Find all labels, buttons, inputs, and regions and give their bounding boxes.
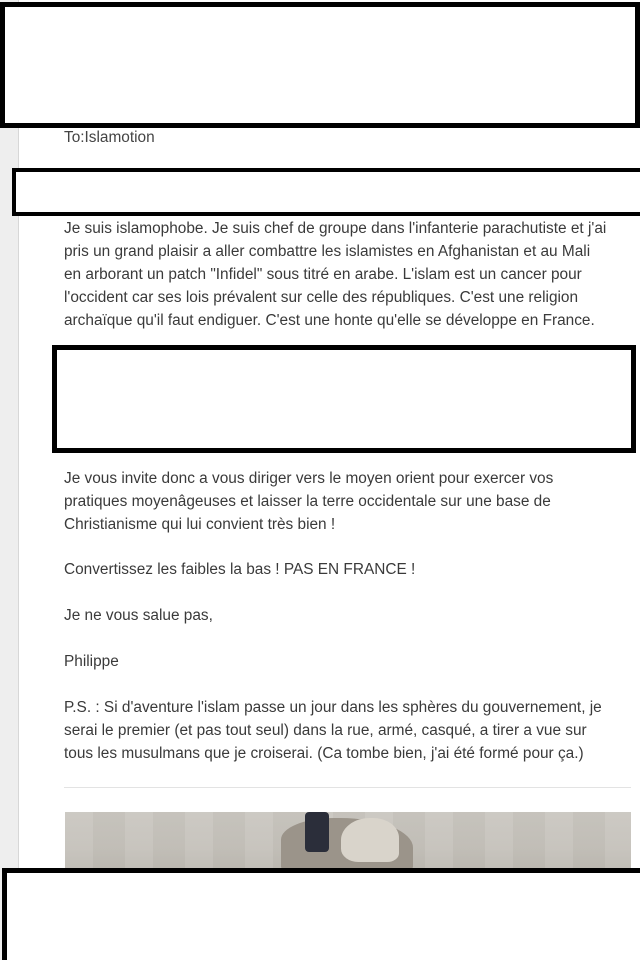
message-line: tous les musulmans que je croiserai. (Ca tombe bien, j'ai été formé pour ça.) xyxy=(64,745,584,762)
message-signature: Philippe xyxy=(64,653,119,670)
photo-subject-detail xyxy=(305,812,329,852)
message-closing: Je ne vous salue pas, xyxy=(64,607,213,624)
message-line: Je suis islamophobe. Je suis chef de groupe dans l'infanterie parachutiste et j'ai xyxy=(64,220,607,237)
photo-subject-detail xyxy=(341,818,399,862)
message-line: l'occident car ses lois prévalent sur celle des républiques. C'est une religion xyxy=(64,289,579,306)
message-paragraph-3: Convertissez les faibles la bas ! PAS EN FRANCE ! xyxy=(64,561,416,578)
message-paragraph-1 xyxy=(64,217,636,332)
redaction-box xyxy=(52,345,636,453)
message-line: pris un grand plaisir a aller combattre les islamistes en Afghanistan et au Mali xyxy=(64,243,591,260)
message-line: pratiques moyenâgeuses et laisser la terre occidentale sur une base de xyxy=(64,493,551,510)
attached-photo[interactable] xyxy=(65,812,631,872)
recipient-line: To:Islamotion xyxy=(64,129,155,146)
redaction-box xyxy=(2,868,640,960)
left-gutter xyxy=(0,0,19,960)
message-divider xyxy=(64,787,631,788)
message-line: Christianisme qui lui convient très bien ! xyxy=(64,516,336,533)
message-paragraph-2 xyxy=(64,467,636,536)
message-line: Je vous invite donc a vous diriger vers le moyen orient pour exercer vos xyxy=(64,470,554,487)
message-line: P.S. : Si d'aventure l'islam passe un jour dans les sphères du gouvernement, je xyxy=(64,699,602,716)
message-line: archaïque qu'il faut endiguer. C'est une honte qu'elle se développe en France. xyxy=(64,312,595,329)
message-line: en arborant un patch "Infidel" sous titré en arabe. L'islam est un cancer pour xyxy=(64,266,582,283)
redaction-box xyxy=(0,2,640,128)
message-postscript xyxy=(64,696,636,765)
message-line: serai le premier (et pas tout seul) dans la rue, armé, casqué, a tirer a vue sur xyxy=(64,722,587,739)
redaction-box xyxy=(12,168,640,216)
